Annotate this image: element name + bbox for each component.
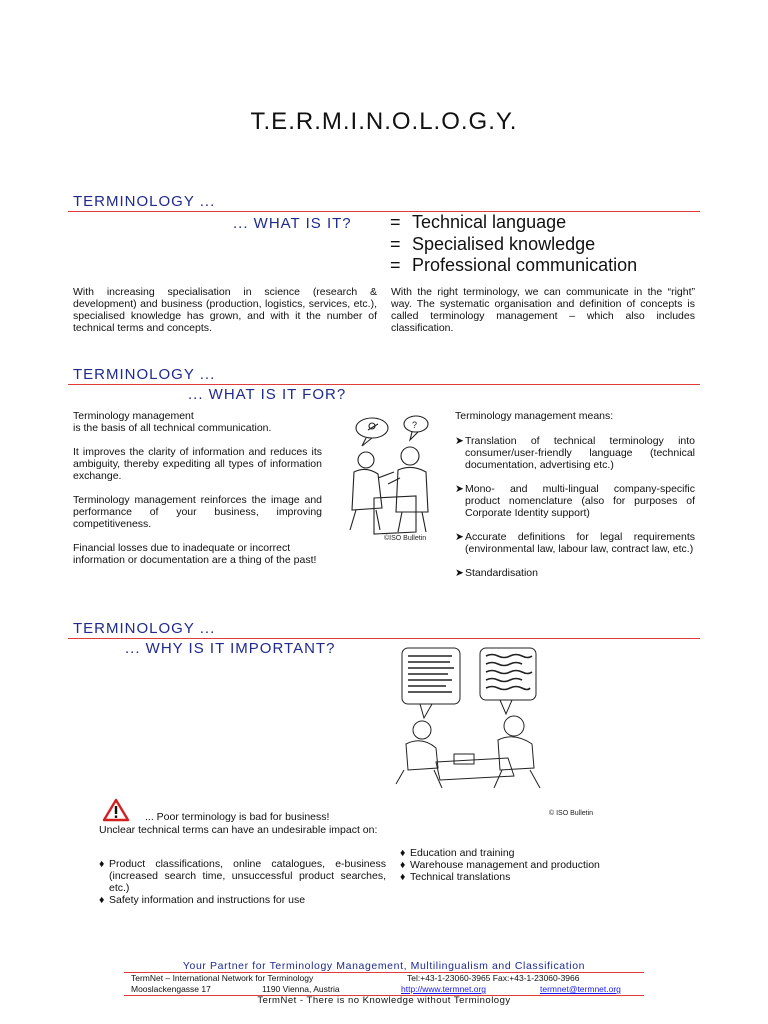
- diamond-bullet-icon: ♦: [400, 871, 406, 883]
- section2-heading: TERMINOLOGY ...: [73, 366, 216, 383]
- section3-rule: [68, 638, 700, 639]
- warning-triangle-icon: [102, 798, 130, 822]
- paragraph: It improves the clarity of information and reduces its ambiguity, thereby expediting all types of information exchange.: [73, 446, 322, 482]
- section1-subheading: ... WHAT IS IT?: [233, 215, 352, 232]
- list-item: ♦ Safety information and instructions for use: [99, 894, 306, 906]
- footer-org: TermNet – International Network for Terminology: [131, 973, 314, 983]
- footer-city: 1190 Vienna, Austria: [262, 984, 340, 994]
- list-item: ♦ Warehouse management and production: [400, 859, 600, 871]
- section3-subheading: ... WHY IS IT IMPORTANT?: [125, 640, 336, 657]
- footer-street: Mooslackengasse 17: [131, 984, 211, 994]
- list-item: ➤ Standardisation: [455, 567, 538, 579]
- section1-left-text: With increasing specialisation in science (research & development) and business (production, logistics, services, etc.), specialised knowledge has grown, and with it the number of technical terms and concepts.: [73, 286, 377, 334]
- cartoon-discussion-illustration: [332, 412, 444, 542]
- image-caption: ©ISO Bulletin: [384, 535, 427, 542]
- footer-tagline: Your Partner for Terminology Management, Multilingualism and Classification: [182, 960, 586, 972]
- page-title: T.E.R.M.I.N.O.L.O.G.Y.: [250, 108, 518, 135]
- definition-item: = Professional communication: [390, 255, 638, 275]
- footer-phone: Tel:+43-1-23060-3965 Fax:+43-1-23060-3966: [407, 973, 580, 983]
- cartoon-meeting-illustration: [390, 644, 570, 794]
- section2-left-column: [73, 410, 322, 566]
- section1-heading: TERMINOLOGY ...: [73, 193, 216, 210]
- definition-item: = Technical language: [390, 212, 567, 232]
- impact-list-left: [99, 858, 386, 906]
- diamond-bullet-icon: ♦: [400, 847, 406, 859]
- list-item: ➤ Accurate definitions for legal requirements (environmental law, labour law, contract law, etc.): [455, 531, 695, 555]
- means-intro: Terminology management means:: [455, 410, 614, 422]
- diamond-bullet-icon: ♦: [99, 858, 105, 870]
- section2-right-column: [455, 410, 695, 579]
- arrow-bullet-icon: ➤: [455, 567, 464, 579]
- section2-subheading: ... WHAT IS IT FOR?: [188, 386, 347, 403]
- paragraph: Financial losses due to inadequate or incorrect information or documentation are a thing of the past!: [73, 542, 317, 566]
- svg-text:?: ?: [412, 420, 418, 430]
- impact-list-right: [400, 847, 640, 883]
- impact-intro: Unclear technical terms can have an undesirable impact on:: [99, 824, 378, 836]
- arrow-bullet-icon: ➤: [455, 435, 464, 447]
- definition-list: [390, 212, 637, 277]
- arrow-bullet-icon: ➤: [455, 531, 464, 543]
- list-item: ♦ Education and training: [400, 847, 515, 859]
- arrow-bullet-icon: ➤: [455, 483, 464, 495]
- diamond-bullet-icon: ♦: [99, 894, 105, 906]
- diamond-bullet-icon: ♦: [400, 859, 406, 871]
- list-item: ♦ Product classifications, online catalogues, e-business (increased search time, unsuccessful product searches, etc.): [99, 858, 386, 894]
- section2-rule: [68, 384, 700, 385]
- list-item: ➤ Mono- and multi-lingual company-specific product nomenclature (also for purposes of Corporate Identity support): [455, 483, 695, 519]
- definition-item: = Specialised knowledge: [390, 233, 596, 254]
- footer-slogan: TermNet - There is no Knowledge without Terminology: [257, 995, 511, 1006]
- section3-heading: TERMINOLOGY ...: [73, 620, 216, 637]
- paragraph: Terminology management is the basis of all technical communication.: [73, 410, 272, 434]
- section1-right-text: With the right terminology, we can communicate in the “right” way. The systematic organisation and definition of concepts is called terminology management – which also includes classification.: [391, 286, 695, 334]
- list-item: ➤ Translation of technical terminology into consumer/user-friendly language (technical documentation, advertising etc.): [455, 435, 695, 471]
- warning-text: ... Poor terminology is bad for business!: [145, 811, 330, 823]
- list-item: ♦ Technical translations: [400, 871, 511, 883]
- paragraph: Terminology management reinforces the image and performance of your business, improving competitiveness.: [73, 494, 322, 530]
- email-link[interactable]: termnet@termnet.org: [540, 984, 621, 994]
- website-link[interactable]: http://www.termnet.org: [401, 984, 487, 994]
- image-caption: © ISO Bulletin: [549, 810, 594, 817]
